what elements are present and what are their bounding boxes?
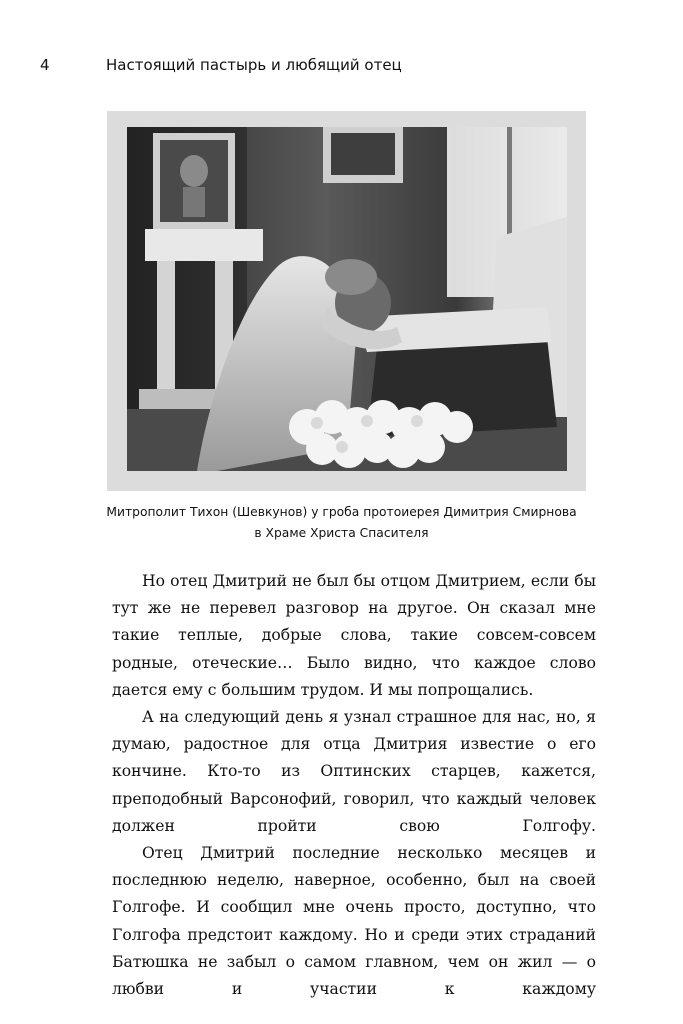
- caption-line-2: в Храме Христа Спасителя: [254, 526, 429, 540]
- paragraph-3: Отец Дмитрий последние несколько месяцев и последнюю неделю, наверное, особенно, был на своей Голгофе. И сообщил мне очень просто, доступно, что Голгофа предстоит каждому. Но и среди этих страданий Батюшка не забыл о самом главном, чем он жил — о любви и участии к каждому: [112, 844, 596, 999]
- paragraph-2: А на следующий день я узнал страшное для нас, но, я думаю, радостное для отца Дмитрия известие о его кончине. Кто-то из Оптинских старцев, кажется, преподобный Варсонофий, говорил, что каждый человек должен пройти свою Голгофу.: [112, 708, 596, 835]
- photo-caption: [96, 502, 587, 544]
- page-number: 4: [40, 56, 50, 74]
- photo-illustration: [127, 127, 567, 471]
- paragraph-1: Но отец Дмитрий не был бы отцом Дмитрием, если бы тут же не перевел разговор на другое. Он сказал мне такие теплые, добрые слова, такие совсем-совсем родные, отечеcкие… Было видно, что каждое слово дается ему с большим трудом. И мы попрощались.: [112, 572, 596, 699]
- photo: [127, 127, 567, 471]
- running-title: Настоящий пастырь и любящий отец: [106, 56, 402, 74]
- body-text: [112, 568, 596, 1003]
- page-header: [40, 56, 643, 80]
- photo-frame: [107, 111, 586, 491]
- caption-line-1: Митрополит Тихон (Шевкунов) у гроба протоиерея Димитрия Смирнова: [106, 505, 577, 519]
